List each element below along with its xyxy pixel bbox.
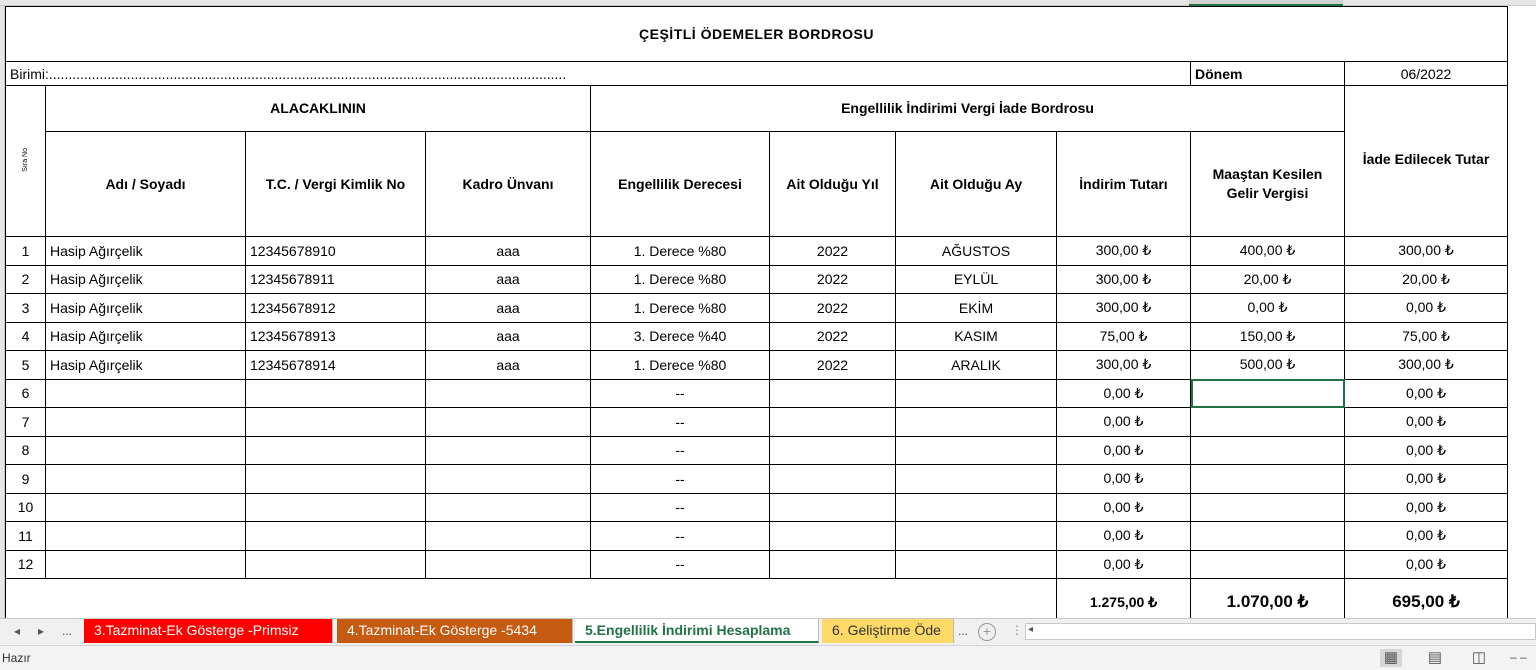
tab-splitter-handle[interactable]: ⋮ (1011, 623, 1023, 637)
donem-value[interactable]: 06/2022 (1345, 62, 1508, 86)
ay-cell[interactable] (896, 379, 1057, 408)
kadro-cell[interactable] (426, 493, 591, 522)
derece-cell[interactable]: -- (591, 465, 770, 494)
tc-cell[interactable] (246, 379, 426, 408)
worksheet[interactable] (5, 6, 1536, 618)
ay-header[interactable]: Ait Olduğu Ay (896, 132, 1057, 237)
maastan-cell[interactable] (1191, 493, 1345, 522)
row-number-cell[interactable]: 11 (6, 522, 46, 551)
alacaklinin-header[interactable]: ALACAKLININ (46, 86, 591, 132)
tc-cell[interactable]: 12345678914 (246, 351, 426, 380)
tc-cell[interactable]: 12345678913 (246, 322, 426, 351)
derece-cell[interactable]: 1. Derece %80 (591, 351, 770, 380)
name-cell[interactable] (46, 379, 246, 408)
yil-cell[interactable] (770, 550, 896, 579)
derece-header[interactable]: Engellilik Derecesi (591, 132, 770, 237)
row-number-cell[interactable]: 2 (6, 265, 46, 294)
total-indirim-cell[interactable]: 1.275,00 ₺ (1057, 579, 1191, 626)
sheet-tab-bar (0, 618, 1536, 645)
indirim-cell[interactable]: 300,00 ₺ (1057, 237, 1191, 266)
maastan-cell[interactable] (1191, 465, 1345, 494)
iade-cell[interactable]: 300,00 ₺ (1345, 351, 1508, 380)
tab-more-right-button[interactable]: ... (957, 624, 968, 638)
tc-cell[interactable] (246, 550, 426, 579)
add-sheet-icon[interactable]: + (978, 623, 996, 641)
ay-cell[interactable] (896, 436, 1057, 465)
row-number-cell[interactable]: 12 (6, 550, 46, 579)
tc-header[interactable]: T.C. / Vergi Kimlik No (246, 132, 426, 237)
maastan-cell[interactable]: 400,00 ₺ (1191, 237, 1345, 266)
iade-cell[interactable]: 0,00 ₺ (1345, 550, 1508, 579)
yil-cell[interactable] (770, 436, 896, 465)
table-row (6, 237, 1508, 266)
maastan-header[interactable]: Maaştan Kesilen Gelir Vergisi (1191, 132, 1345, 237)
yil-header[interactable]: Ait Olduğu Yıl (770, 132, 896, 237)
kadro-cell[interactable] (426, 550, 591, 579)
sira-no-header[interactable] (6, 86, 46, 237)
horizontal-scrollbar[interactable] (1025, 623, 1536, 640)
indirim-cell[interactable]: 75,00 ₺ (1057, 322, 1191, 351)
derece-cell[interactable]: -- (591, 493, 770, 522)
birimi-cell[interactable]: Birimi:..................................................................................................................................... (6, 62, 1191, 86)
derece-cell[interactable]: -- (591, 408, 770, 437)
maastan-cell[interactable] (1191, 408, 1345, 437)
row-number-cell[interactable]: 7 (6, 408, 46, 437)
maastan-cell[interactable]: 150,00 ₺ (1191, 322, 1345, 351)
row-number-cell[interactable]: 6 (6, 379, 46, 408)
derece-cell[interactable]: 1. Derece %80 (591, 265, 770, 294)
yil-cell[interactable] (770, 408, 896, 437)
derece-cell[interactable]: -- (591, 550, 770, 579)
kadro-cell[interactable] (426, 522, 591, 551)
iade-cell[interactable]: 0,00 ₺ (1345, 465, 1508, 494)
indirim-cell[interactable]: 300,00 ₺ (1057, 265, 1191, 294)
iade-cell[interactable]: 20,00 ₺ (1345, 265, 1508, 294)
adi-header[interactable]: Adı / Soyadı (46, 132, 246, 237)
tc-cell[interactable] (246, 522, 426, 551)
derece-cell[interactable]: 3. Derece %40 (591, 322, 770, 351)
ay-cell[interactable] (896, 522, 1057, 551)
derece-cell[interactable]: -- (591, 436, 770, 465)
page-layout-view-icon[interactable]: ▤ (1427, 649, 1443, 666)
name-cell[interactable] (46, 465, 246, 494)
name-cell[interactable] (46, 436, 246, 465)
maastan-cell[interactable] (1191, 522, 1345, 551)
name-cell[interactable]: Hasip Ağırçelik (46, 237, 246, 266)
ay-cell[interactable] (896, 465, 1057, 494)
maastan-cell[interactable]: 0,00 ₺ (1191, 294, 1345, 323)
derece-cell[interactable]: -- (591, 522, 770, 551)
tab-tazminat-5434[interactable]: 4.Tazminat-Ek Gösterge -5434 (337, 619, 573, 643)
row-number-cell[interactable]: 5 (6, 351, 46, 380)
row-number-cell[interactable]: 1 (6, 237, 46, 266)
table-row (6, 493, 1508, 522)
iade-cell[interactable]: 300,00 ₺ (1345, 237, 1508, 266)
iade-cell[interactable]: 0,00 ₺ (1345, 294, 1508, 323)
kadro-header[interactable]: Kadro Ünvanı (426, 132, 591, 237)
ay-cell[interactable]: EKİM (896, 294, 1057, 323)
maastan-cell[interactable] (1191, 550, 1345, 579)
ay-cell[interactable] (896, 408, 1057, 437)
ay-cell[interactable] (896, 493, 1057, 522)
status-bar (0, 645, 1536, 670)
name-cell[interactable]: Hasip Ağırçelik (46, 351, 246, 380)
indirim-cell[interactable]: 300,00 ₺ (1057, 294, 1191, 323)
indirim-cell[interactable]: 0,00 ₺ (1057, 493, 1191, 522)
name-cell[interactable] (46, 408, 246, 437)
tab-engellilik-hesaplama[interactable]: 5.Engellilik İndirimi Hesaplama (575, 619, 819, 643)
sira-no-label: Sıra No (22, 147, 29, 172)
table-row (6, 408, 1508, 437)
yil-cell[interactable] (770, 465, 896, 494)
yil-cell[interactable]: 2022 (770, 322, 896, 351)
tc-cell[interactable]: 12345678912 (246, 294, 426, 323)
row-number-cell[interactable]: 8 (6, 436, 46, 465)
kadro-cell[interactable] (426, 436, 591, 465)
name-cell[interactable] (46, 550, 246, 579)
tab-gelistirme-odenegi[interactable]: 6. Geliştirme Öde (822, 619, 954, 643)
ay-cell[interactable] (896, 550, 1057, 579)
indirim-cell[interactable]: 0,00 ₺ (1057, 550, 1191, 579)
tc-cell[interactable] (246, 408, 426, 437)
kadro-cell[interactable]: aaa (426, 322, 591, 351)
kadro-cell[interactable] (426, 379, 591, 408)
tab-prev-button[interactable]: ◂ (13, 624, 21, 638)
maastan-cell[interactable]: 500,00 ₺ (1191, 351, 1345, 380)
kadro-cell[interactable] (426, 465, 591, 494)
table-row (6, 379, 1508, 408)
table-row (6, 322, 1508, 351)
sheet-title[interactable]: ÇEŞİTLİ ÖDEMELER BORDROSU (6, 7, 1508, 62)
donem-label[interactable]: Dönem (1191, 62, 1345, 86)
indirim-cell[interactable]: 0,00 ₺ (1057, 379, 1191, 408)
tab-more-left-button[interactable]: ... (61, 624, 72, 638)
derece-cell[interactable]: -- (591, 379, 770, 408)
iade-header[interactable]: İade Edilecek Tutar (1345, 86, 1508, 237)
iade-cell[interactable]: 0,00 ₺ (1345, 522, 1508, 551)
kadro-cell[interactable] (426, 408, 591, 437)
indirim-cell[interactable]: 0,00 ₺ (1057, 465, 1191, 494)
normal-view-icon[interactable]: ▦ (1380, 649, 1402, 667)
indirim-header[interactable]: İndirim Tutarı (1057, 132, 1191, 237)
tc-cell[interactable] (246, 465, 426, 494)
name-cell[interactable]: Hasip Ağırçelik (46, 322, 246, 351)
iade-cell[interactable]: 75,00 ₺ (1345, 322, 1508, 351)
yil-cell[interactable]: 2022 (770, 265, 896, 294)
ay-cell[interactable]: ARALIK (896, 351, 1057, 380)
kadro-cell[interactable]: aaa (426, 265, 591, 294)
tc-cell[interactable] (246, 436, 426, 465)
row-number-cell[interactable]: 10 (6, 493, 46, 522)
yil-cell[interactable] (770, 379, 896, 408)
derece-cell[interactable]: 1. Derece %80 (591, 294, 770, 323)
engellilik-group-header[interactable]: Engellilik İndirimi Vergi İade Bordrosu (591, 86, 1345, 132)
tc-cell[interactable]: 12345678910 (246, 237, 426, 266)
table-row (6, 522, 1508, 551)
tc-cell[interactable] (246, 493, 426, 522)
tab-tazminat-primsiz[interactable]: 3.Tazminat-Ek Gösterge -Primsiz (84, 619, 333, 643)
name-cell[interactable]: Hasip Ağırçelik (46, 265, 246, 294)
iade-cell[interactable]: 0,00 ₺ (1345, 408, 1508, 437)
indirim-cell[interactable]: 300,00 ₺ (1057, 351, 1191, 380)
kadro-cell[interactable]: aaa (426, 351, 591, 380)
table-row (6, 465, 1508, 494)
iade-cell[interactable]: 0,00 ₺ (1345, 493, 1508, 522)
yil-cell[interactable]: 2022 (770, 237, 896, 266)
indirim-cell[interactable]: 0,00 ₺ (1057, 408, 1191, 437)
table-row (6, 265, 1508, 294)
tab-next-button[interactable]: ▸ (37, 624, 45, 638)
indirim-cell[interactable]: 0,00 ₺ (1057, 522, 1191, 551)
name-cell[interactable] (46, 493, 246, 522)
row-number-cell[interactable]: 3 (6, 294, 46, 323)
indirim-cell[interactable]: 0,00 ₺ (1057, 436, 1191, 465)
row-number-cell[interactable]: 4 (6, 322, 46, 351)
total-iade-cell[interactable]: 695,00 ₺ (1345, 579, 1508, 626)
table-row (6, 436, 1508, 465)
ay-cell[interactable]: AĞUSTOS (896, 237, 1057, 266)
derece-cell[interactable]: 1. Derece %80 (591, 237, 770, 266)
table-row (6, 294, 1508, 323)
name-cell[interactable]: Hasip Ağırçelik (46, 294, 246, 323)
page-break-view-icon[interactable]: ◫ (1471, 649, 1487, 666)
row-number-cell[interactable]: 9 (6, 465, 46, 494)
kadro-cell[interactable]: aaa (426, 237, 591, 266)
yil-cell[interactable] (770, 493, 896, 522)
maastan-cell[interactable]: 20,00 ₺ (1191, 265, 1345, 294)
yil-cell[interactable]: 2022 (770, 294, 896, 323)
ay-cell[interactable]: EYLÜL (896, 265, 1057, 294)
iade-cell[interactable]: 0,00 ₺ (1345, 436, 1508, 465)
table-row (6, 550, 1508, 579)
status-ready-text: Hazır (2, 651, 31, 665)
iade-cell[interactable]: 0,00 ₺ (1345, 379, 1508, 408)
maastan-cell[interactable] (1191, 436, 1345, 465)
scroll-left-icon[interactable]: ◂ (1028, 624, 1034, 635)
zoom-slider[interactable]: – – (1510, 650, 1527, 664)
ay-cell[interactable]: KASIM (896, 322, 1057, 351)
bordro-table (5, 6, 1508, 626)
tc-cell[interactable]: 12345678911 (246, 265, 426, 294)
table-row (6, 351, 1508, 380)
total-maastan-cell[interactable]: 1.070,00 ₺ (1191, 579, 1345, 626)
yil-cell[interactable]: 2022 (770, 351, 896, 380)
yil-cell[interactable] (770, 522, 896, 551)
kadro-cell[interactable]: aaa (426, 294, 591, 323)
name-cell[interactable] (46, 522, 246, 551)
maastan-cell[interactable] (1191, 379, 1345, 408)
